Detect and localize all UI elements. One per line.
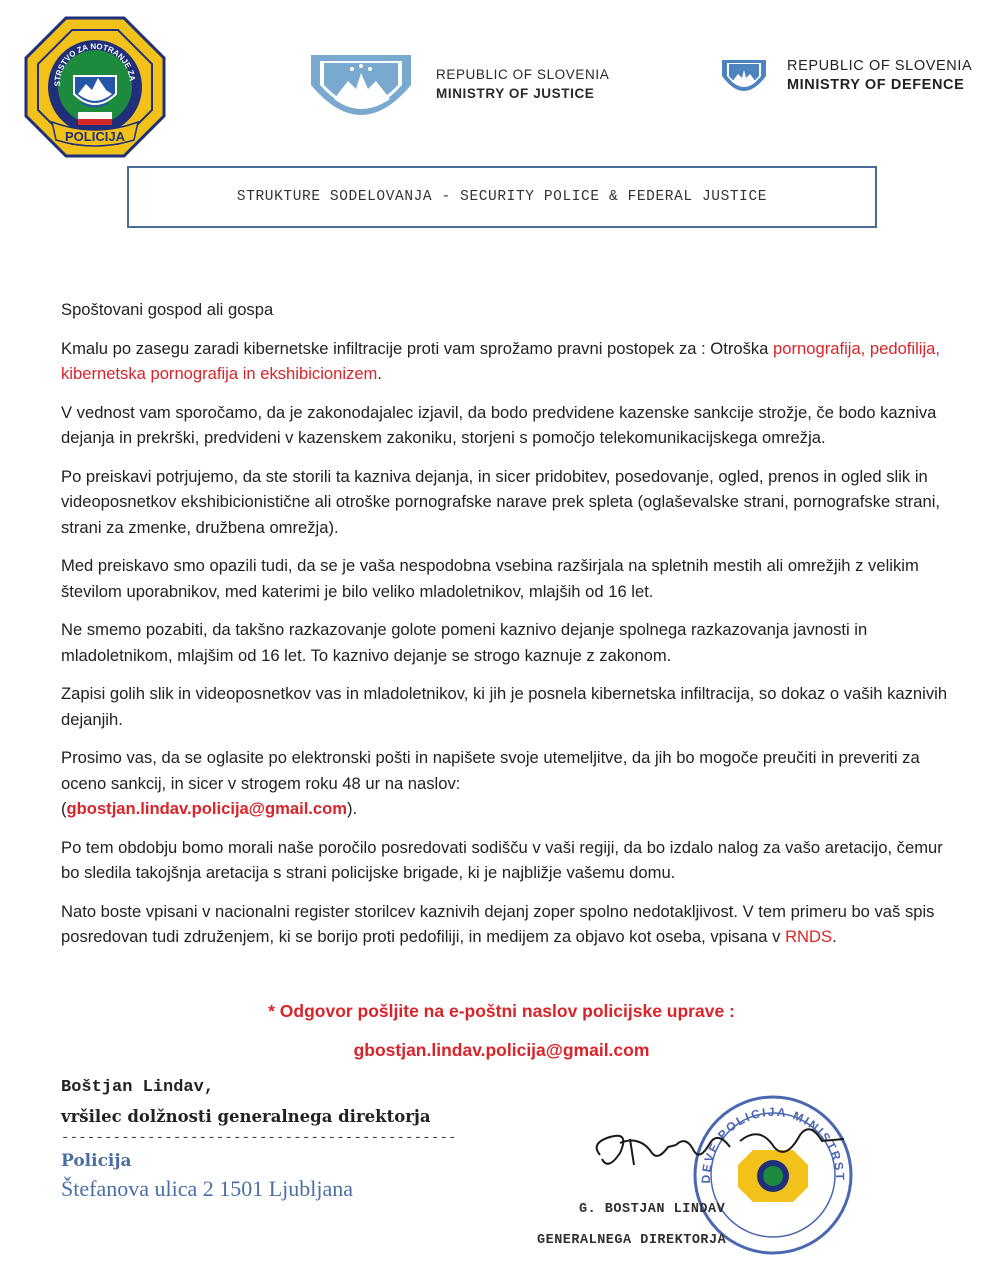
paragraph-1-intro: Kmalu po zasegu zaradi kibernetske infiltracije proti vam sprožamo pravni postopek za : Otroška bbox=[61, 338, 769, 358]
stamp-name: G. BOSTJAN LINDAV bbox=[579, 1202, 726, 1217]
reply-instruction: * Odgovor pošljite na e-poštni naslov policijske uprave : bbox=[268, 1001, 735, 1021]
signatory-name: Boštjan Lindav, bbox=[61, 1078, 215, 1097]
organization-address: Štefanova ulica 2 1501 Ljubljana bbox=[61, 1176, 354, 1201]
organization-name: Policija bbox=[61, 1151, 132, 1171]
paragraph-7-open: ( bbox=[61, 799, 67, 818]
charges-list: pornografija, pedofilija, kibernetska pornografija in ekshibicionizem bbox=[61, 338, 940, 383]
justice-line-1: REPUBLIC OF SLOVENIA bbox=[436, 67, 610, 82]
police-badge-icon bbox=[22, 14, 168, 160]
stamp-and-signature bbox=[560, 1095, 880, 1275]
justice-ministry-label bbox=[436, 65, 609, 103]
paragraph-1-end: . bbox=[377, 364, 382, 383]
letter-body bbox=[61, 297, 951, 963]
defence-line-2: MINISTRY OF DEFENCE bbox=[787, 77, 965, 93]
document-title-box bbox=[127, 166, 877, 228]
slovenia-coat-of-arms-icon bbox=[306, 53, 416, 125]
paragraph-9-end: . bbox=[832, 927, 837, 946]
defence-ministry-label bbox=[787, 57, 972, 95]
paragraph-2: V vednost vam sporočamo, da je zakonodajalec izjavil, da bodo predvidene kazenske sankcije strožje, če bodo kazniva dejanja in prekrški, predvideni v kazenskem zakoniku, storjeni s pomočjo telekomunikacijskega omrežja. bbox=[61, 402, 937, 447]
paragraph-7-close: ). bbox=[347, 799, 358, 818]
paragraph-1 bbox=[61, 336, 951, 387]
defence-crest bbox=[720, 58, 768, 96]
slovenia-coat-of-arms-icon bbox=[720, 58, 768, 96]
paragraph-9 bbox=[61, 899, 951, 950]
paragraph-4: Med preiskavo smo opazili tudi, da se je vaša nespodobna vsebina razširjala na spletnih mestih ali omrežjih z velikim številom uporabnikov, med katerimi je bilo veliko mladoletnikov, mlajših od 16 let. bbox=[61, 556, 919, 601]
defence-line-1: REPUBLIC OF SLOVENIA bbox=[787, 58, 973, 74]
police-badge-logo bbox=[22, 14, 168, 160]
paragraph-6: Zapisi golih slik in videoposnetkov vas in mladoletnikov, ki jih je posnela kibernetska infiltracija, so dokaz o vaših kaznivih dejanjih. bbox=[61, 684, 948, 729]
greeting: Spoštovani gospod ali gospa bbox=[61, 300, 274, 319]
paragraph-3: Po preiskavi potrjujemo, da ste storili ta kazniva dejanja, in sicer pridobitev, posedovanje, ogled, prenos in ogled slik in videoposnetkov ekshibicionistične ali otroške pornografske narave prek spleta (oglaševalske strani, pornografske strani, strani za zmenke, družbena omrežja). bbox=[61, 466, 941, 537]
paragraph-7-text: Prosimo vas, da se oglasite po elektronski pošti in napišete svoje utemeljitve, da jih bo mogoče preučiti in preveriti za oceno sankcij, in sicer v strogem roku 48 ur na naslov: bbox=[61, 748, 920, 793]
signature-divider: ---------------------------------------------- bbox=[61, 1130, 457, 1146]
justice-line-2: MINISTRY OF JUSTICE bbox=[436, 86, 595, 101]
document-title: STRUKTURE SODELOVANJA - SECURITY POLICE & FEDERAL JUSTICE bbox=[236, 189, 768, 205]
reply-email[interactable]: gbostjan.lindav.policija@gmail.com bbox=[353, 1040, 650, 1060]
police-stamp-icon bbox=[560, 1095, 851, 1253]
stamp-title: GENERALNEGA DIREKTORJA bbox=[537, 1233, 727, 1248]
badge-banner-text: POLICIJA bbox=[65, 129, 125, 144]
justice-crest bbox=[306, 53, 416, 125]
stamp-graphic bbox=[560, 1095, 880, 1275]
badge-arc-text: STRSTVO ZA NOTRANJE ZA bbox=[52, 41, 137, 87]
paragraph-7 bbox=[61, 745, 951, 822]
paragraph-5: Ne smemo pozabiti, da takšno razkazovanje golote pomeni kaznivo dejanje spolnega razkazovanja javnosti in mladoletnikom, mlajšim od 16 let. To kaznivo dejanje se strogo kaznuje z zakonom. bbox=[61, 620, 868, 665]
signatory-role: vršilec dolžnosti generalnega direktorja bbox=[61, 1107, 431, 1126]
register-acronym: RNDS bbox=[785, 927, 833, 946]
stamp-ring-text: DEVE POLICIJA MINISTRST bbox=[698, 1104, 848, 1184]
paragraph-8: Po tem obdobju bomo morali naše poročilo posredovati sodišču v vaši regiji, da bo izdalo nalog za vašo aretacijo, čemur bo sledila takojšnja aretacija s strani policijske brigade, ki je najbližje vašemu domu. bbox=[61, 837, 943, 882]
contact-email-inline[interactable]: gbostjan.lindav.policija@gmail.com bbox=[66, 799, 348, 818]
paragraph-9-text: Nato boste vpisani v nacionalni register storilcev kaznivih dejanj zoper spolno nedotakljivost. V tem primeru bo vaš spis posredovan tudi združenjem, ki se borijo proti pedofiliji, in medijem za objavo kot oseba, vpisana v bbox=[61, 901, 935, 946]
